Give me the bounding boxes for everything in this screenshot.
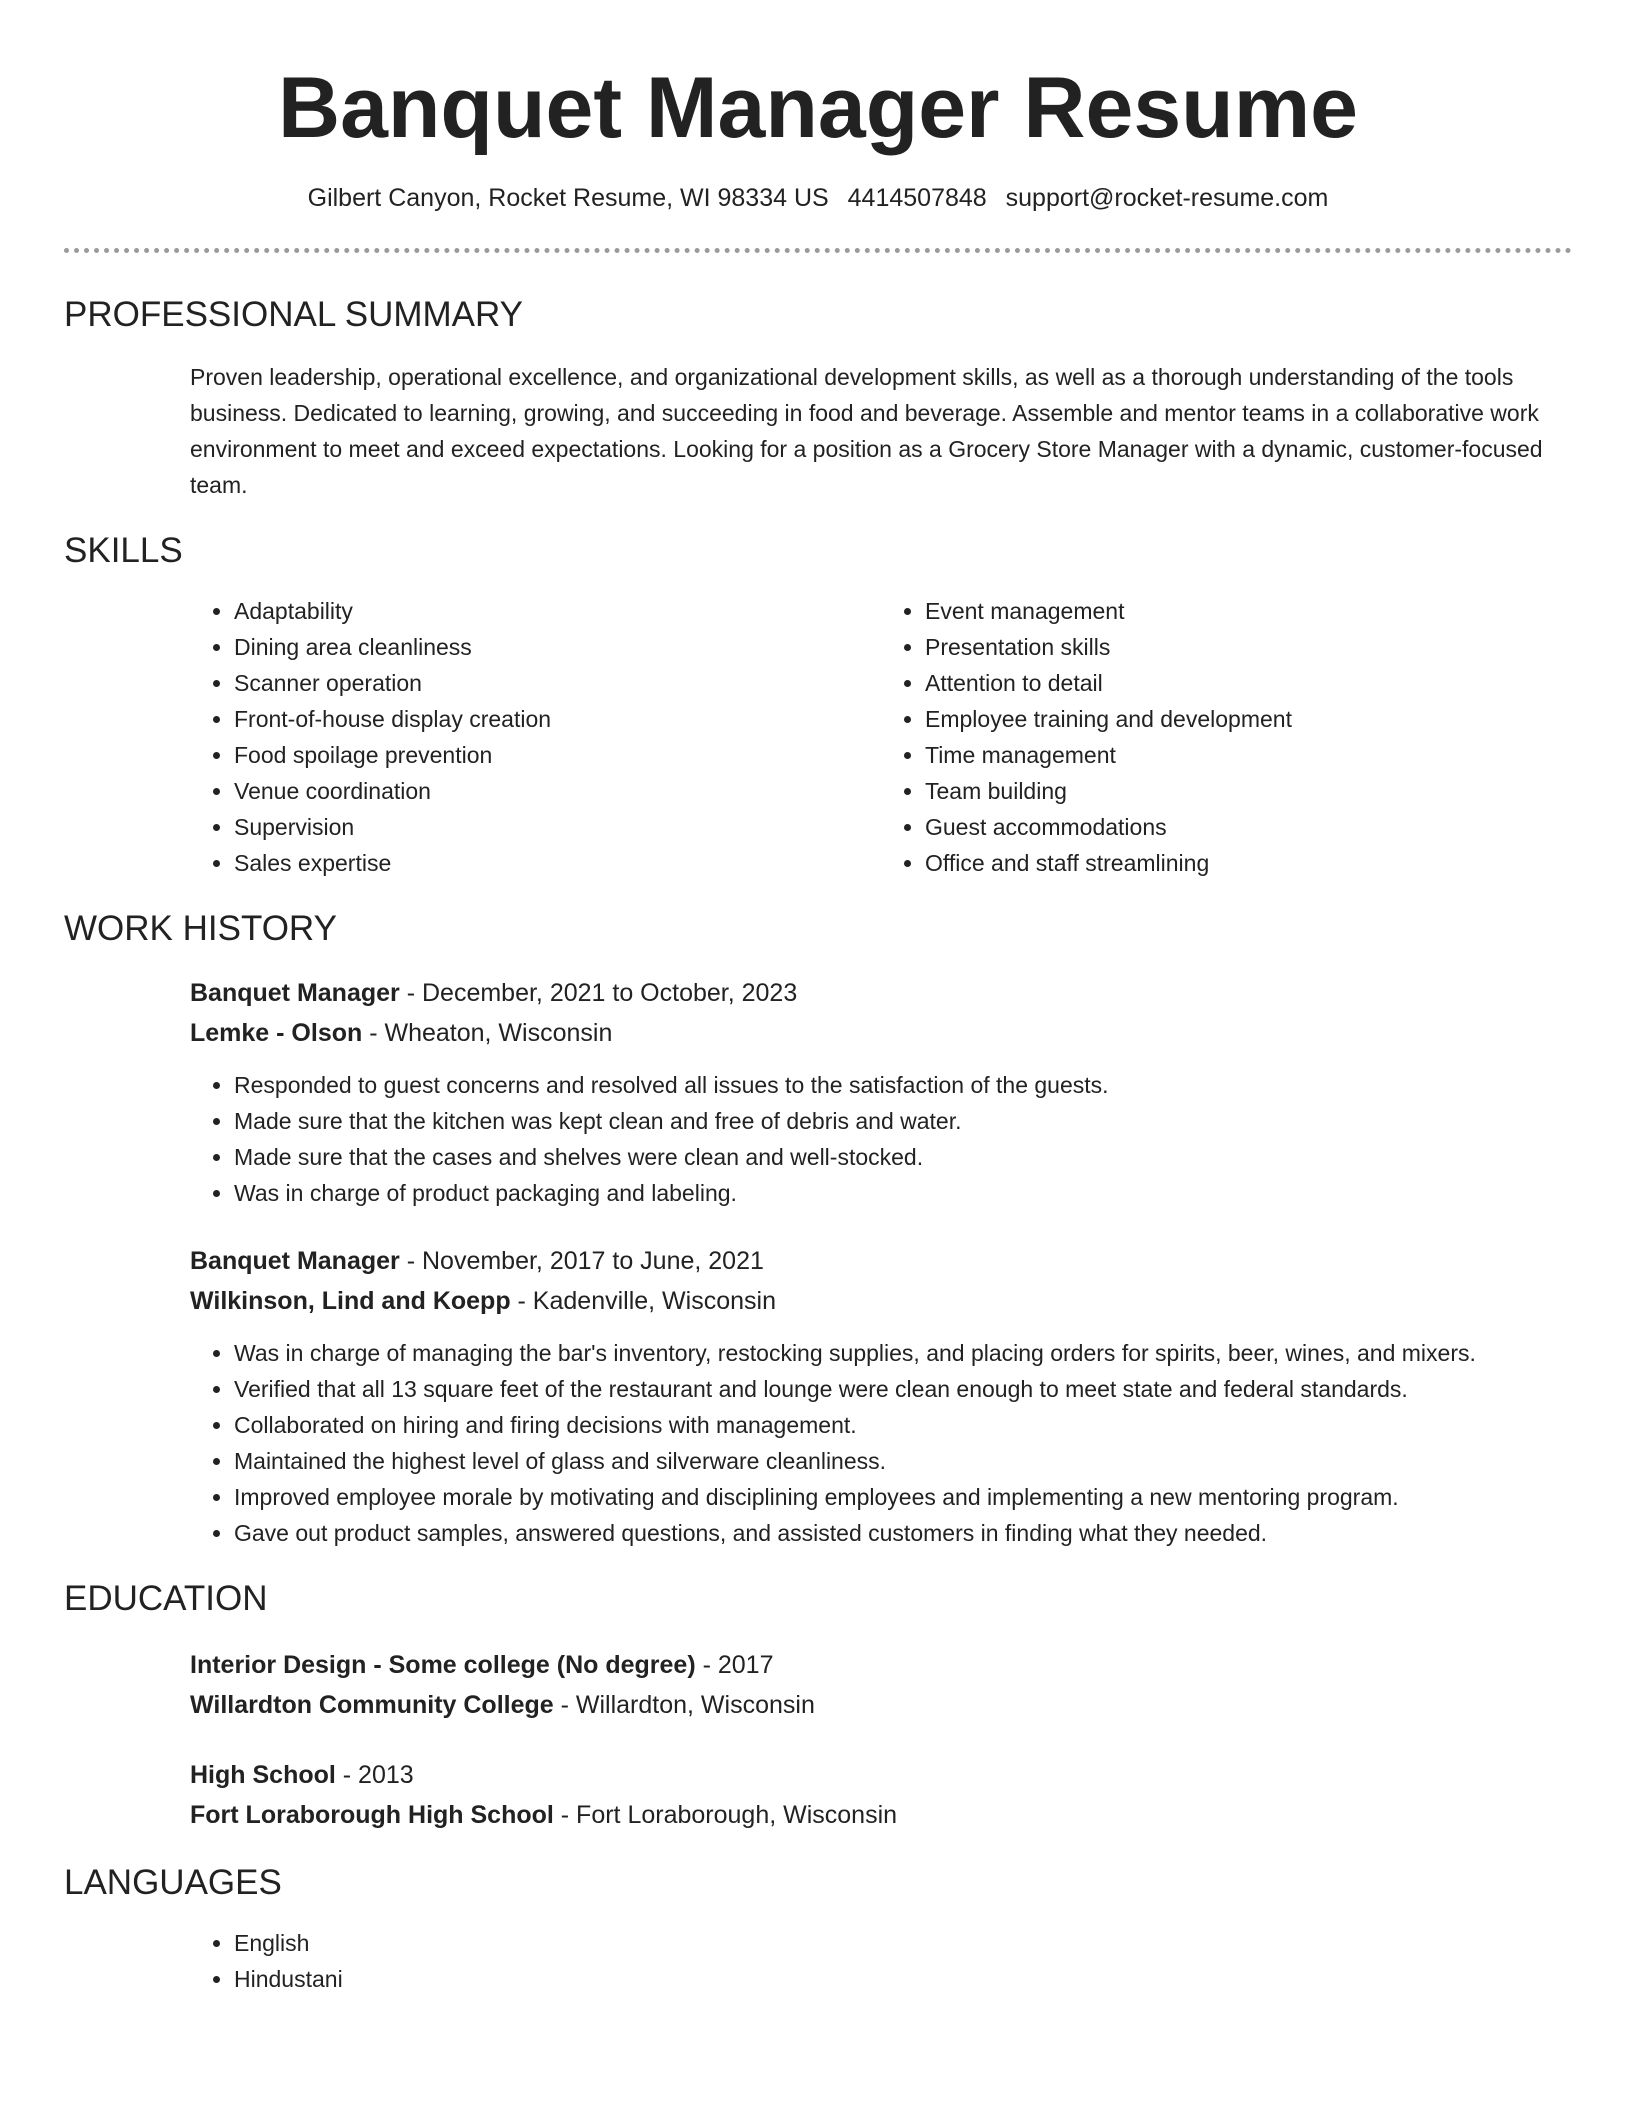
education-year: - 2013 <box>335 1761 414 1789</box>
skill-item: • Dining area cleanliness <box>234 629 881 665</box>
job-title-line <box>190 973 1572 1013</box>
education-degree: Interior Design - Some college (No degree) <box>190 1651 696 1679</box>
skill-item: • Office and staff streamlining <box>925 845 1572 881</box>
skill-item: • Team building <box>925 773 1572 809</box>
job-entry <box>190 973 1572 1211</box>
education-degree-line <box>190 1645 1572 1685</box>
skills-column-right <box>881 593 1572 881</box>
skill-item: • Sales expertise <box>234 845 881 881</box>
education-year: - 2017 <box>695 1651 774 1679</box>
education-entry <box>190 1755 1572 1835</box>
contact-phone: 4414507848 <box>847 184 987 212</box>
summary-text: Proven leadership, operational excellence, and organizational development skills, as well as a thorough understanding of the tools business. Dedicated to learning, growing, and succeeding in food and beverage. Assemble and mentor teams in a collaborative work environment to meet and exceed expectations. Looking for a position as a Grocery Store Manager with a dynamic, customer-focused team. <box>190 364 1543 498</box>
job-bullets <box>190 1067 1572 1211</box>
job-company: Lemke - Olson <box>190 1019 363 1047</box>
skill-item: • Venue coordination <box>234 773 881 809</box>
skill-item: • Scanner operation <box>234 665 881 701</box>
contact-line <box>64 182 1572 214</box>
contact-email: support@rocket-resume.com <box>1005 184 1329 212</box>
skill-item: • Food spoilage prevention <box>234 737 881 773</box>
skills-column-left <box>190 593 881 881</box>
resume-title: Banquet Manager Resume <box>277 60 1359 156</box>
education-location: - Fort Loraborough, Wisconsin <box>553 1801 898 1829</box>
languages-list <box>190 1925 1572 1997</box>
job-bullet: • Improved employee morale by motivating and disciplining employees and implementing a new mentoring program. <box>234 1479 1572 1515</box>
skill-item: • Guest accommodations <box>925 809 1572 845</box>
job-bullet: • Gave out product samples, answered questions, and assisted customers in finding what they needed. <box>234 1515 1572 1551</box>
skill-item: • Event management <box>925 593 1572 629</box>
skill-item: • Supervision <box>234 809 881 845</box>
education-degree: High School <box>190 1761 336 1789</box>
job-bullet: • Was in charge of managing the bar's inventory, restocking supplies, and placing orders for spirits, beer, wines, and mixers. <box>234 1335 1572 1371</box>
education-school-line <box>190 1685 1572 1725</box>
job-bullet: • Made sure that the kitchen was kept clean and free of debris and water. <box>234 1103 1572 1139</box>
skill-item: • Time management <box>925 737 1572 773</box>
skills-list <box>190 593 1572 881</box>
education-location: - Willardton, Wisconsin <box>553 1691 815 1719</box>
job-bullet: • Was in charge of product packaging and labeling. <box>234 1175 1572 1211</box>
education-school: Willardton Community College <box>190 1691 554 1719</box>
job-title-line <box>190 1241 1572 1281</box>
education-school: Fort Loraborough High School <box>190 1801 554 1829</box>
contact-address: Gilbert Canyon, Rocket Resume, WI 98334 US <box>307 184 829 212</box>
job-company: Wilkinson, Lind and Koepp <box>190 1287 511 1315</box>
job-company-line <box>190 1281 1572 1321</box>
job-location: - Wheaton, Wisconsin <box>362 1019 613 1047</box>
job-dates: - December, 2021 to October, 2023 <box>399 979 798 1007</box>
job-bullet: • Verified that all 13 square feet of the restaurant and lounge were clean enough to meet state and federal standards. <box>234 1371 1572 1407</box>
skill-item: • Employee training and development <box>925 701 1572 737</box>
job-title: Banquet Manager <box>190 979 400 1007</box>
job-bullet: • Responded to guest concerns and resolved all issues to the satisfaction of the guests. <box>234 1067 1572 1103</box>
language-item: • English <box>234 1925 1572 1961</box>
job-location: - Kadenville, Wisconsin <box>510 1287 776 1315</box>
job-bullet: • Made sure that the cases and shelves were clean and well-stocked. <box>234 1139 1572 1175</box>
languages-heading: LANGUAGES <box>64 1863 282 1902</box>
skill-item: • Adaptability <box>234 593 881 629</box>
job-company-line <box>190 1013 1572 1053</box>
header-divider <box>64 248 1572 253</box>
resume-page <box>64 0 1572 1997</box>
skill-item: • Presentation skills <box>925 629 1572 665</box>
skills-heading: SKILLS <box>64 531 183 570</box>
education-degree-line <box>190 1755 1572 1795</box>
job-bullets <box>190 1335 1572 1551</box>
job-bullet: • Maintained the highest level of glass and silverware cleanliness. <box>234 1443 1572 1479</box>
summary-heading: PROFESSIONAL SUMMARY <box>64 295 523 334</box>
language-item: • Hindustani <box>234 1961 1572 1997</box>
skill-item: • Attention to detail <box>925 665 1572 701</box>
job-title: Banquet Manager <box>190 1247 400 1275</box>
education-heading: EDUCATION <box>64 1579 268 1618</box>
skill-item: • Front-of-house display creation <box>234 701 881 737</box>
education-school-line <box>190 1795 1572 1835</box>
work-history-heading: WORK HISTORY <box>64 909 337 948</box>
job-dates: - November, 2017 to June, 2021 <box>399 1247 764 1275</box>
job-entry <box>190 1241 1572 1551</box>
education-entry <box>190 1645 1572 1725</box>
job-bullet: • Collaborated on hiring and firing decisions with management. <box>234 1407 1572 1443</box>
